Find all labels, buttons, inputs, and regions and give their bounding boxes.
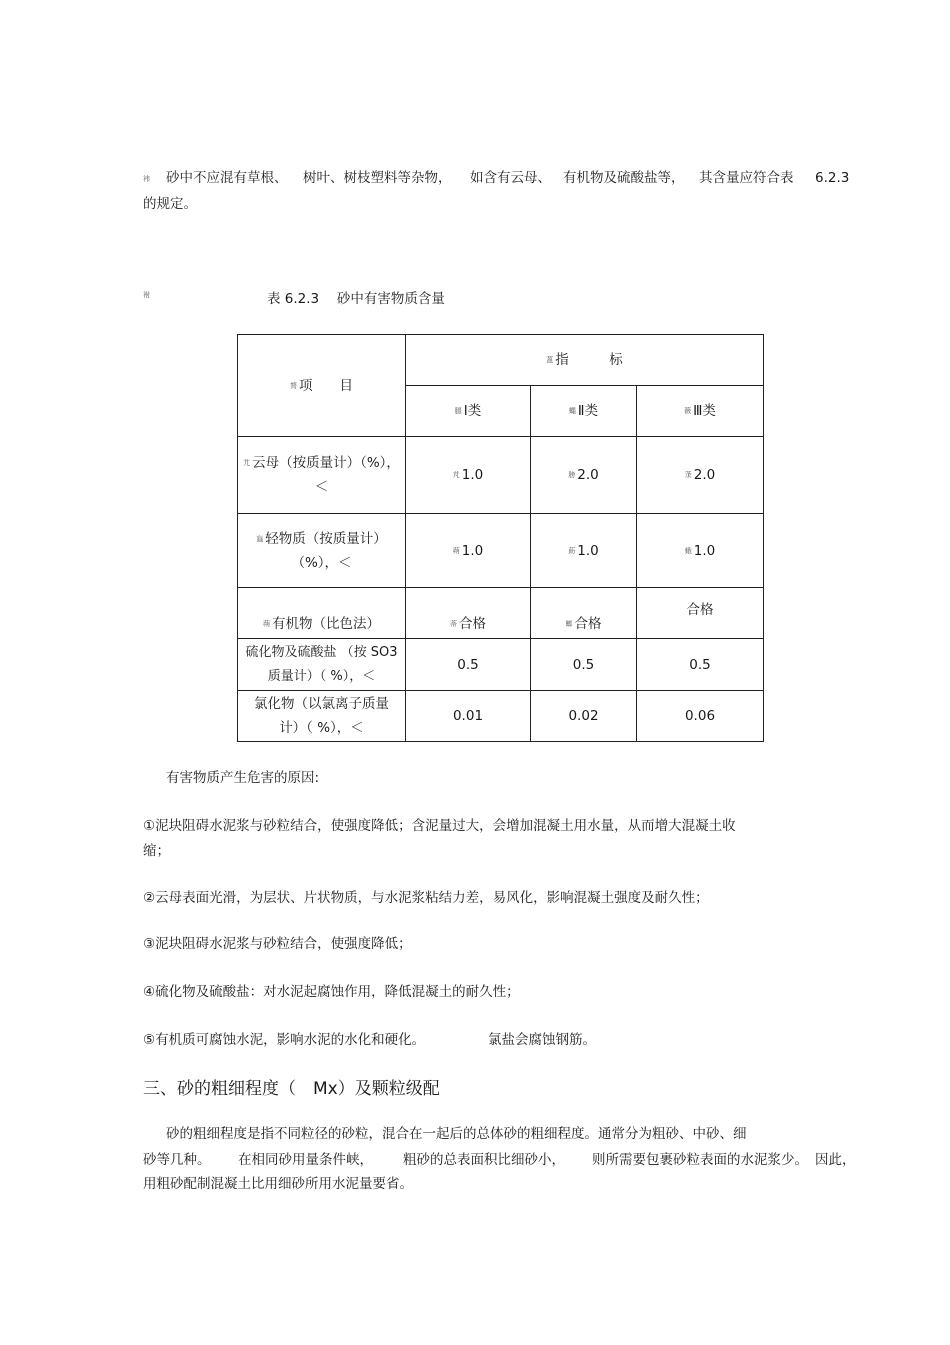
- value: 合格: [574, 616, 602, 632]
- section-para-line-1: 砂的粗细程度是指不同粒径的砂粒，混合在一起后的总体砂的粗细程度。通常分为粗砂、中砂、细: [166, 1126, 747, 1142]
- marker: 莇: [568, 546, 576, 555]
- marker: 蛾: [684, 546, 692, 555]
- row-label-line2: 质量计）（ %），＜: [267, 668, 376, 684]
- value-cell: [406, 437, 531, 514]
- intro-seg-4: 有机物及硫酸盐等，: [563, 170, 685, 186]
- value-cell: [531, 588, 637, 639]
- table-row: [238, 514, 764, 588]
- table-row: [238, 588, 764, 639]
- value-cell: [531, 691, 637, 742]
- line2-seg-2: 在相同砂用量条件峡，: [238, 1152, 373, 1168]
- section-heading: 三、砂的粗细程度（ Mx）及颗粒级配: [143, 1079, 440, 1099]
- table-row: [238, 437, 764, 514]
- row-label-line1: 有机物（比色法）: [272, 616, 380, 632]
- line2-seg-1: 砂等几种。: [143, 1152, 211, 1168]
- value-cell: [406, 514, 531, 588]
- class-3-header: [637, 386, 764, 437]
- harm-item-1-line-2: 缩；: [143, 843, 170, 859]
- header-item-label: 项 目: [299, 377, 353, 394]
- row-label-line1: 轻物质（按质量计）: [265, 530, 387, 547]
- value: 1.0: [461, 542, 484, 559]
- row-label-line1: 硫化物及硫酸盐 （按 SO3: [245, 644, 398, 660]
- class-label: Ⅲ类: [693, 403, 716, 419]
- intro-line-2: 的规定。: [143, 196, 197, 212]
- line2-seg-3: 粗砂的总表面积比细砂小，: [403, 1152, 565, 1168]
- marker: 莍: [684, 471, 692, 479]
- table-caption: [143, 287, 445, 307]
- marker: 膀: [568, 471, 576, 479]
- value: 0.01: [452, 708, 484, 724]
- value: 2.0: [693, 467, 716, 483]
- harm-item-5-b: 氯盐会腐蚀钢筋。: [488, 1032, 596, 1048]
- harmful-substances-table: [237, 334, 764, 742]
- harm-item-2: ②云母表面光滑，为层状、片状物质，与水泥浆粘结力差，易风化，影响混凝土强度及耐久性；: [143, 890, 709, 906]
- harm-item-1-line-1: ①泥块阻碍水泥浆与砂粒结合，使强度降低；含泥量过大，会增加混凝土用水量，从而增大混凝土收: [143, 818, 736, 834]
- line2-seg-5: 因此，: [815, 1152, 856, 1168]
- row-label: [238, 691, 406, 742]
- class-2-header: [531, 386, 637, 437]
- caption-marker: 袝: [143, 291, 150, 299]
- harm-item-4: ④硫化物及硫酸盐：对水泥起腐蚀作用，降低混凝土的耐久性；: [143, 984, 520, 1000]
- marker: 蒂: [450, 620, 457, 628]
- value-cell: [637, 514, 764, 588]
- value: 0.5: [689, 656, 711, 673]
- row-label-line2: （%），＜: [291, 554, 352, 571]
- marker: 芁: [243, 459, 251, 467]
- class-label: Ⅰ类: [463, 403, 482, 419]
- header-index-cell: [406, 335, 764, 386]
- value-cell: [637, 588, 764, 639]
- value: 1.0: [577, 542, 599, 559]
- value: 2.0: [577, 467, 599, 483]
- section-para-line-3: 用粗砂配制混凝土比用细砂所用水泥量要省。: [143, 1176, 413, 1192]
- value-cell: [406, 588, 531, 639]
- row-label: [238, 639, 406, 691]
- value: 0.5: [572, 656, 595, 673]
- class-1-header: [406, 386, 531, 437]
- value: 合格: [459, 616, 486, 632]
- marker: 蒴: [263, 620, 270, 628]
- marker: 蝱: [256, 534, 264, 543]
- row-label-line1: 氯化物（以氯离子质量: [254, 696, 389, 712]
- table-row: [238, 691, 764, 742]
- harm-item-5-a: ⑤有机质可腐蚀水泥，影响水泥的水化和硬化。: [143, 1032, 426, 1048]
- value-cell: [531, 514, 637, 588]
- intro-seg-1: 砂中不应混有草根、: [166, 170, 288, 186]
- value: 0.06: [684, 708, 716, 724]
- value-cell: [637, 691, 764, 742]
- header-index-label: 指 标: [555, 352, 623, 368]
- harm-title: 有害物质产生危害的原因:: [166, 770, 320, 786]
- row-label-line1: 云母（按质量计）（%），: [252, 455, 400, 471]
- row-label: [238, 514, 406, 588]
- value-cell: [531, 639, 637, 691]
- harm-item-3: ③泥块阻碍水泥浆与砂粒结合，使强度降低；: [143, 936, 412, 952]
- marker: 薇: [684, 407, 692, 415]
- intro-seg-2: 树叶、树枝塑料等杂物，: [303, 170, 452, 186]
- marker: 蒴: [452, 546, 460, 555]
- value-cell: [406, 639, 531, 691]
- value: 合格: [686, 602, 714, 618]
- row-label-line2: ＜: [314, 479, 329, 495]
- line2-seg-4: 则所需要包裹砂粒表面的水泥浆少。: [592, 1152, 808, 1168]
- header-item-cell: [238, 335, 406, 437]
- intro-marker: 袆: [143, 175, 150, 183]
- class-label: Ⅱ类: [577, 403, 599, 419]
- value-cell: [531, 437, 637, 514]
- harm-item-5: [143, 1028, 596, 1048]
- table-row: [238, 639, 764, 691]
- intro-seg-3: 如含有云母、: [470, 170, 551, 186]
- row-label-line2: 计）（ %），＜: [279, 720, 364, 736]
- marker: 芃: [452, 471, 460, 479]
- row-label: [238, 437, 406, 514]
- value-cell: [406, 691, 531, 742]
- marker: 螂: [565, 620, 573, 628]
- row-label: [238, 588, 406, 639]
- marker: 蒕: [546, 356, 554, 364]
- value: 0.02: [568, 708, 599, 724]
- intro-seg-6: 6.2.3: [815, 170, 850, 186]
- marker: 腿: [454, 407, 462, 415]
- value: 1.0: [693, 542, 716, 559]
- value: 0.5: [457, 656, 479, 673]
- table-title: 表 6.2.3 砂中有害物质含量: [267, 291, 445, 307]
- marker: 膂: [290, 381, 297, 390]
- value-cell: [637, 639, 764, 691]
- value: 1.0: [461, 467, 484, 483]
- value-cell: [637, 437, 764, 514]
- intro-seg-5: 其含量应符合表: [699, 170, 794, 186]
- marker: 蠅: [568, 407, 576, 415]
